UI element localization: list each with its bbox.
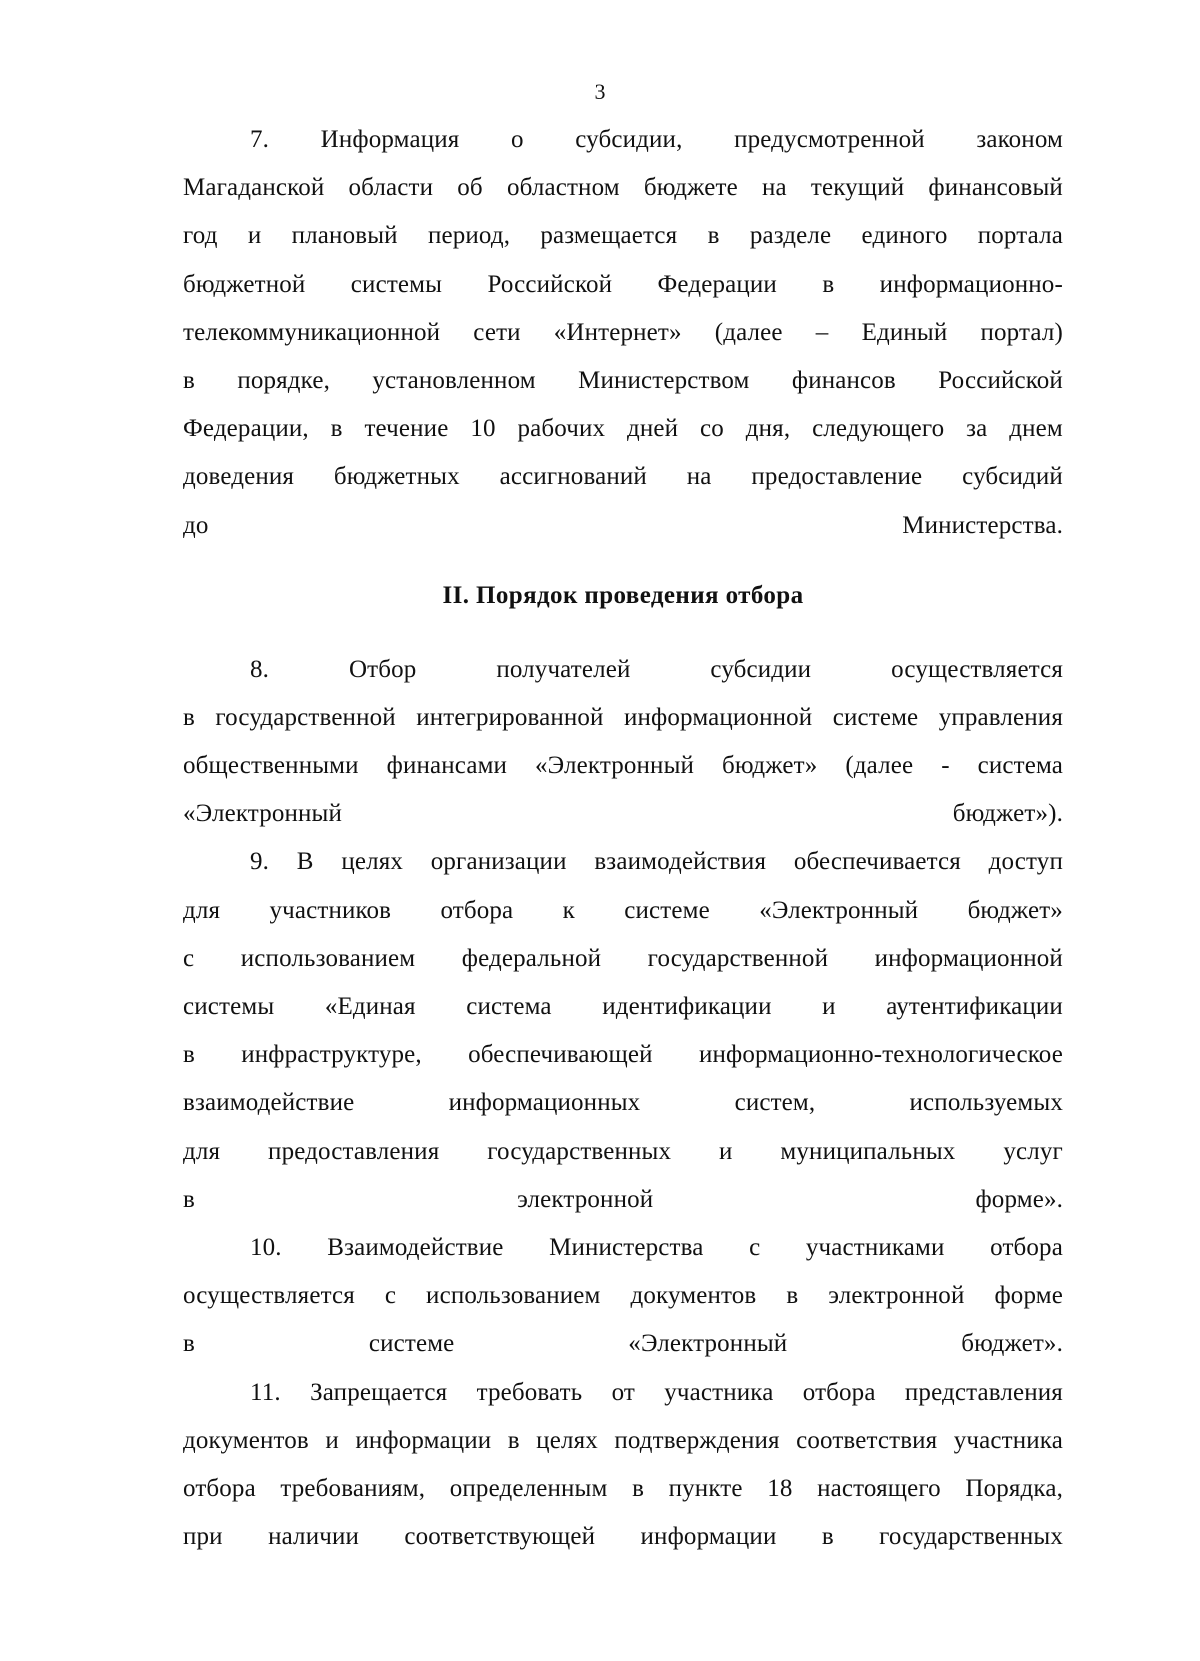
- paragraph-7: [183, 116, 1063, 550]
- text-line: для предоставления государственных и муниципальных услуг: [183, 1137, 1063, 1165]
- text-line: в системе «Электронный бюджет».: [183, 1330, 1063, 1358]
- section-title: II. Порядок проведения отбора: [442, 581, 804, 609]
- text-line: бюджетной системы Российской Федерации в информационно-: [183, 270, 1063, 298]
- text-line: Магаданской области об областном бюджете на текущий финансовый: [183, 174, 1063, 202]
- text-line: с использованием федеральной государственной информационной: [183, 944, 1063, 972]
- text-line: в инфраструктуре, обеспечивающей информационно-технологическое: [183, 1041, 1063, 1069]
- text-line: общественными финансами «Электронный бюджет» (далее - система: [183, 752, 1063, 780]
- text-line: в электронной форме».: [183, 1185, 1063, 1213]
- document-body: [183, 116, 1063, 1561]
- text-line: «Электронный бюджет»).: [183, 800, 1063, 828]
- paragraph-8: [183, 646, 1063, 839]
- text-line: в порядке, установленном Министерством финансов Российской: [183, 366, 1063, 394]
- text-line: отбора требованиям, определенным в пункте 18 настоящего Порядка,: [183, 1474, 1063, 1502]
- page-number: 3: [594, 79, 606, 104]
- text-line: для участников отбора к системе «Электронный бюджет»: [183, 896, 1063, 924]
- text-line: 7. Информация о субсидии, предусмотренной законом: [250, 126, 1063, 153]
- text-line: доведения бюджетных ассигнований на предоставление субсидий: [183, 463, 1063, 491]
- text-line: год и плановый период, размещается в разделе единого портала: [183, 222, 1063, 250]
- text-line: телекоммуникационной сети «Интернет» (далее – Единый портал): [183, 318, 1063, 346]
- text-line: системы «Единая система идентификации и аутентификации: [183, 993, 1063, 1020]
- text-line: 11. Запрещается требовать от участника отбора представления: [250, 1378, 1063, 1406]
- text-line: Федерации, в течение 10 рабочих дней со дня, следующего за днем: [183, 415, 1063, 443]
- text-line: 8. Отбор получателей субсидии осуществляется: [250, 655, 1063, 683]
- text-line: документов и информации в целях подтверждения соответствия участника: [183, 1426, 1063, 1454]
- text-line: до Министерства.: [183, 511, 1063, 539]
- text-line: осуществляется с использованием документов в электронной форме: [183, 1282, 1063, 1310]
- text-line: 9. В целях организации взаимодействия обеспечивается доступ: [250, 848, 1063, 876]
- text-line: в государственной интегрированной информационной системе управления: [183, 703, 1063, 731]
- text-line: при наличии соответствующей информации в государственных: [183, 1523, 1063, 1551]
- text-line: взаимодействие информационных систем, используемых: [183, 1089, 1063, 1117]
- paragraph-9: [183, 838, 1063, 1224]
- paragraph-10: [183, 1224, 1063, 1369]
- text-line: 10. Взаимодействие Министерства с участниками отбора: [250, 1233, 1063, 1261]
- paragraph-11: [183, 1369, 1063, 1562]
